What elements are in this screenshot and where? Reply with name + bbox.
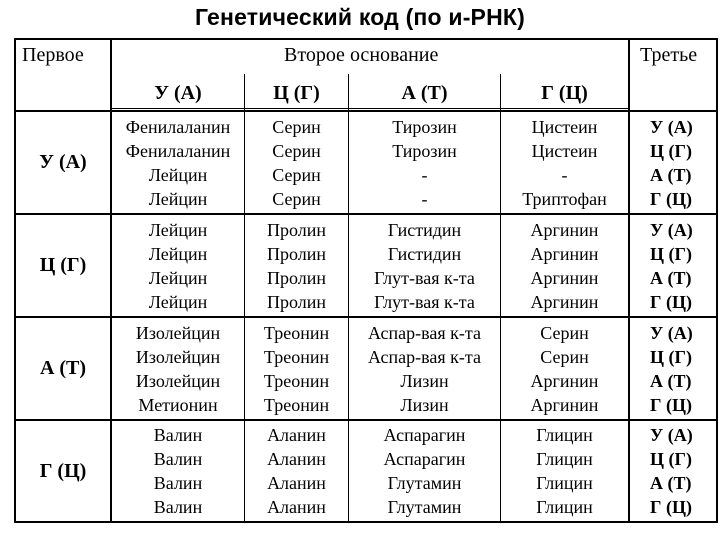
table-border-bottom	[14, 521, 718, 523]
third-base-cell	[642, 112, 716, 213]
amino-acid: Гистидин	[387, 243, 462, 264]
amino-acid: Глицин	[536, 425, 593, 445]
amino-acid: Цистеин	[531, 116, 598, 137]
amino-acid: Серин	[540, 346, 589, 367]
third-base: А (Т)	[650, 370, 692, 391]
third-base-cell	[642, 318, 716, 419]
codon-cell	[112, 112, 244, 213]
third-base-header: Третье	[640, 44, 698, 66]
amino-acid: -	[421, 164, 428, 185]
amino-acid: Пролин	[266, 267, 326, 288]
third-base-cell	[642, 215, 716, 316]
third-base: Г (Ц)	[650, 291, 692, 312]
amino-acid: Глицин	[536, 497, 593, 517]
amino-acid: Пролин	[266, 243, 326, 264]
amino-acid: -	[421, 188, 428, 209]
column-header-g: Г (Ц)	[541, 82, 588, 104]
amino-acid: Фенилаланин	[125, 140, 231, 161]
codon-cell	[112, 421, 244, 521]
amino-acid: Серин	[540, 322, 589, 343]
amino-acid: Аргинин	[530, 219, 599, 240]
amino-acid: Треонин	[263, 346, 330, 367]
codon-cell	[245, 318, 348, 419]
amino-acid: Серин	[272, 116, 321, 137]
codon-cell	[112, 318, 244, 419]
amino-acid: Глицин	[536, 473, 593, 493]
column-header-u: У (А)	[154, 82, 202, 104]
third-base: У (А)	[650, 425, 693, 445]
amino-acid: Аспар-вая к-та	[367, 322, 481, 343]
amino-acid: Лизин	[400, 370, 449, 391]
amino-acid: Глутамин	[387, 497, 462, 517]
third-base: У (А)	[650, 322, 693, 343]
codon-cell	[245, 215, 348, 316]
codon-cell	[501, 318, 628, 419]
amino-acid: Серин	[272, 164, 321, 185]
amino-acid: Аргинин	[530, 243, 599, 264]
amino-acid: Аланин	[267, 425, 326, 445]
page-title: Генетический код (по и-РНК)	[194, 4, 526, 30]
amino-acid: Аспарагин	[383, 425, 466, 445]
amino-acid: Аргинин	[530, 267, 599, 288]
codon-cell	[501, 112, 628, 213]
amino-acid: Валин	[153, 497, 203, 517]
amino-acid: Глутамин	[387, 473, 462, 493]
header-divider	[110, 108, 628, 109]
table-border-top	[14, 38, 718, 40]
amino-acid: Изолейцин	[135, 322, 221, 343]
codon-cell	[501, 215, 628, 316]
row-header-a: А (Т)	[39, 357, 87, 379]
third-base: Г (Ц)	[650, 394, 692, 415]
amino-acid: Фенилаланин	[125, 116, 231, 137]
amino-acid: Валин	[153, 473, 203, 493]
codon-cell	[245, 421, 348, 521]
third-base: Ц (Г)	[650, 346, 692, 367]
codon-cell	[349, 318, 500, 419]
amino-acid: Аргинин	[530, 291, 599, 312]
codon-cell	[349, 421, 500, 521]
amino-acid: Серин	[272, 140, 321, 161]
amino-acid: Аргинин	[530, 394, 599, 415]
col-divider-third	[628, 38, 630, 523]
amino-acid: Цистеин	[531, 140, 598, 161]
amino-acid: Лейцин	[148, 291, 208, 312]
third-base: Г (Ц)	[650, 188, 692, 209]
amino-acid: Изолейцин	[135, 370, 221, 391]
codon-cell	[245, 112, 348, 213]
third-base: У (А)	[650, 219, 693, 240]
amino-acid: Глут-вая к-та	[374, 267, 475, 288]
amino-acid: Лейцин	[148, 188, 208, 209]
codon-cell	[501, 421, 628, 521]
codon-cell	[349, 112, 500, 213]
row-header-u: У (А)	[39, 151, 87, 173]
third-base: Г (Ц)	[650, 497, 692, 517]
amino-acid: Треонин	[263, 394, 330, 415]
row-header-c: Ц (Г)	[39, 254, 87, 276]
amino-acid: -	[561, 164, 568, 185]
amino-acid: Аспар-вая к-та	[367, 346, 481, 367]
column-header-c: Ц (Г)	[273, 82, 320, 104]
column-header-a: А (Т)	[401, 82, 448, 104]
amino-acid: Треонин	[263, 322, 330, 343]
amino-acid: Лейцин	[148, 219, 208, 240]
codon-cell	[349, 215, 500, 316]
third-base: А (Т)	[650, 267, 692, 288]
amino-acid: Лейцин	[148, 243, 208, 264]
amino-acid: Лейцин	[148, 164, 208, 185]
third-base: Ц (Г)	[650, 140, 692, 161]
amino-acid: Валин	[153, 449, 203, 469]
amino-acid: Пролин	[266, 291, 326, 312]
amino-acid: Пролин	[266, 219, 326, 240]
amino-acid: Аланин	[267, 497, 326, 517]
third-base: Ц (Г)	[650, 243, 692, 264]
amino-acid: Лейцин	[148, 267, 208, 288]
amino-acid: Тирозин	[392, 140, 457, 161]
amino-acid: Изолейцин	[135, 346, 221, 367]
row-header-g: Г (Ц)	[39, 459, 87, 482]
amino-acid: Треонин	[263, 370, 330, 391]
second-base-header: Второе основание	[284, 44, 439, 66]
third-base: У (А)	[650, 116, 693, 137]
third-base: А (Т)	[650, 164, 692, 185]
first-base-header: Первое	[22, 44, 84, 66]
amino-acid: Аланин	[267, 473, 326, 493]
amino-acid: Валин	[153, 425, 203, 445]
amino-acid: Аспарагин	[383, 449, 466, 469]
amino-acid: Глут-вая к-та	[374, 291, 475, 312]
amino-acid: Метионин	[138, 394, 218, 415]
amino-acid: Триптофан	[522, 188, 607, 209]
amino-acid: Серин	[272, 188, 321, 209]
amino-acid: Лизин	[400, 394, 449, 415]
third-base: А (Т)	[650, 473, 692, 493]
amino-acid: Аланин	[267, 449, 326, 469]
third-base: Ц (Г)	[650, 449, 692, 469]
codon-cell	[112, 215, 244, 316]
amino-acid: Аргинин	[530, 370, 599, 391]
amino-acid: Гистидин	[387, 219, 462, 240]
amino-acid: Тирозин	[392, 116, 457, 137]
amino-acid: Глицин	[536, 449, 593, 469]
third-base-cell	[642, 421, 716, 521]
